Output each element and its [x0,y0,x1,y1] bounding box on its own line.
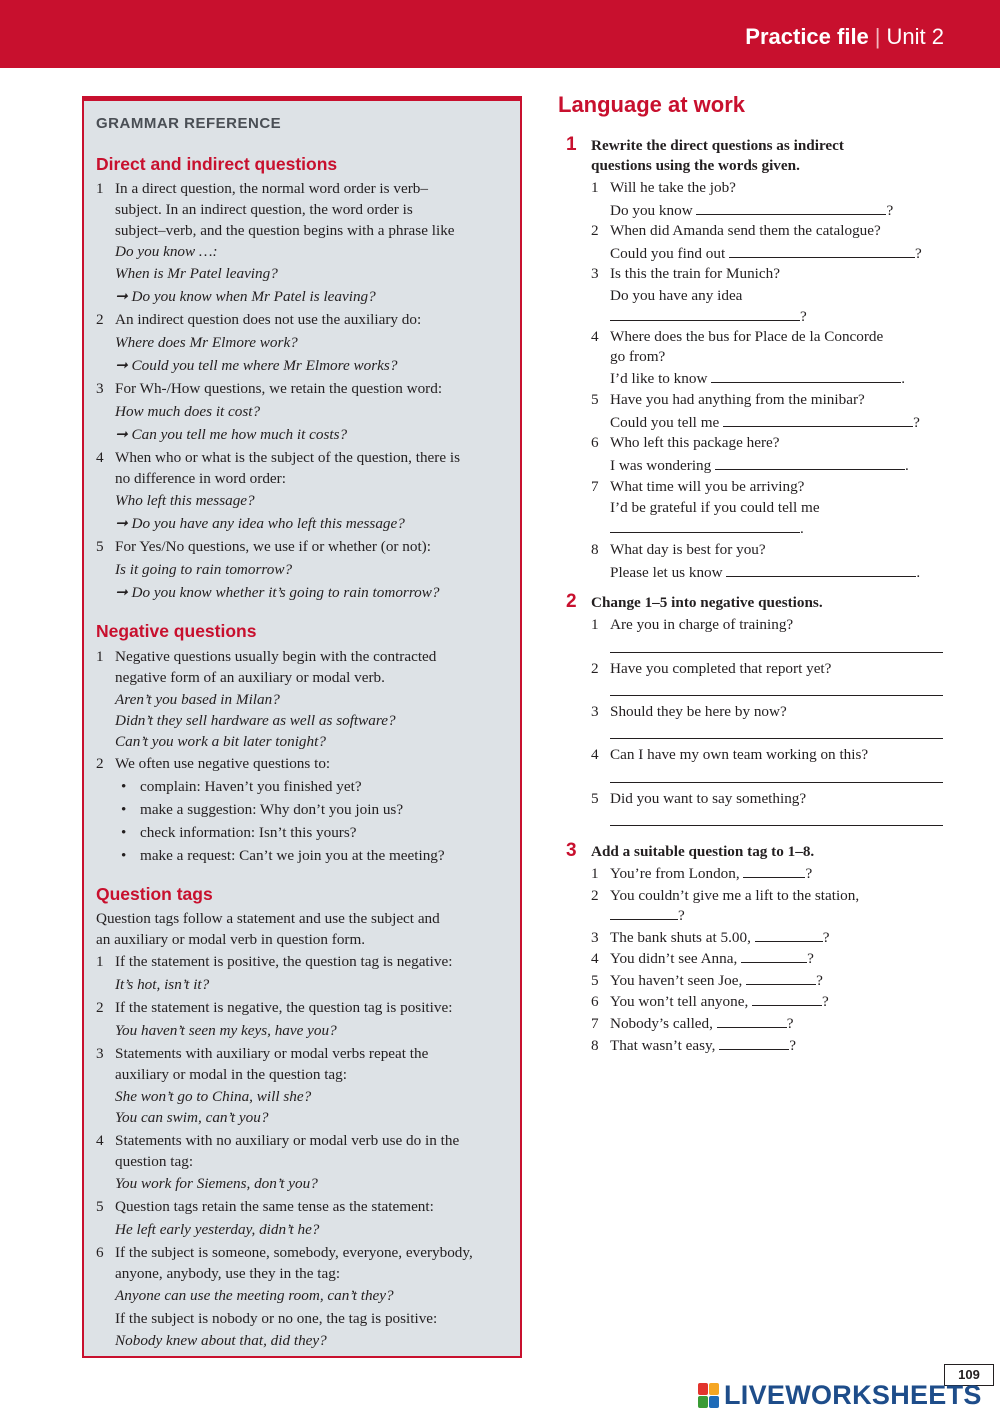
answer-blank[interactable] [743,863,805,878]
grammar-example: It’s hot, isn’t it? [115,976,210,993]
answer-blank[interactable] [746,970,816,985]
exercise-number-3: 3 [566,840,577,861]
section-heading-negative: Negative questions [96,621,257,641]
grammar-example: ➞ Do you have any idea who left this message? [115,515,405,532]
answer-line[interactable] [610,738,943,739]
ex1-answer-7: I’d be grateful if you could tell me [610,499,820,516]
bullet-item: • make a suggestion: Why don’t you join us? [121,801,404,818]
grammar-example: He left early yesterday, didn’t he? [115,1221,320,1238]
ex1-answer-5: Could you tell me ? [610,414,920,431]
ex3-item-8: 8 That wasn’t easy, ? [591,1037,796,1054]
grammar-reference-box [82,96,522,1358]
ex2-item-4: 4 Can I have my own team working on this? [591,746,869,763]
grammar-line: no difference in word order: [115,470,286,487]
exercise-number-1: 1 [566,134,577,155]
ex1-answer-8: Please let us know . [610,564,921,581]
ex1-item-4: 4 Where does the bus for Place de la Concorde [591,328,884,345]
grammar-line: 1 In a direct question, the normal word order is verb– [96,180,428,197]
grammar-example: Who left this message? [115,492,255,509]
ex3-item-2: 2 You couldn’t give me a lift to the station, [591,887,860,904]
grammar-example: When is Mr Patel leaving? [115,265,278,282]
answer-line[interactable] [610,825,943,826]
answer-blank[interactable] [752,991,822,1006]
answer-blank[interactable] [610,905,678,920]
grammar-line: 2 If the statement is negative, the question tag is positive: [96,999,453,1016]
ex3-item-7: 7 Nobody’s called, ? [591,1015,794,1032]
ex1-answer-7-line: . [610,518,804,539]
answer-line[interactable] [610,652,943,653]
grammar-line: question tag: [115,1153,194,1170]
liveworksheets-logo-icon [698,1383,720,1409]
bullet-item: • check information: Isn’t this yours? [121,824,357,841]
bullet-item: • complain: Haven’t you finished yet? [121,778,362,795]
exercise-number-2: 2 [566,591,577,612]
exercise-1-instruction: Rewrite the direct questions as indirect [591,137,844,154]
ex2-item-1: 1 Are you in charge of training? [591,616,794,633]
page-number: 109 [944,1364,994,1386]
ex3-item-4: 4 You didn’t see Anna, ? [591,950,814,967]
grammar-line: an auxiliary or modal verb in question form. [96,931,366,948]
grammar-line: 3 Statements with auxiliary or modal verbs repeat the [96,1045,429,1062]
grammar-line: subject–verb, and the question begins with a phrase like [115,222,455,239]
section-heading-direct-indirect: Direct and indirect questions [96,154,338,174]
ex1-item-4-cont: go from? [610,348,666,365]
grammar-line: 2 An indirect question does not use the auxiliary do: [96,311,422,328]
grammar-example: You haven’t seen my keys, have you? [115,1022,337,1039]
answer-blank[interactable] [726,562,916,577]
grammar-example: Where does Mr Elmore work? [115,334,298,351]
answer-blank[interactable] [715,455,905,470]
ex2-item-2: 2 Have you completed that report yet? [591,660,832,677]
grammar-example: Nobody knew about that, did they? [115,1332,327,1349]
grammar-line: anyone, anybody, use they in the tag: [115,1265,341,1282]
grammar-line: Question tags follow a statement and use the subject and [96,910,440,927]
grammar-example: You work for Siemens, don’t you? [115,1175,318,1192]
ex1-answer-1: Do you know ? [610,202,894,219]
ex3-item-5: 5 You haven’t seen Joe, ? [591,972,823,989]
grammar-line: Do you know …: [115,243,218,260]
bullet-item: • make a request: Can’t we join you at the meeting? [121,847,445,864]
grammar-example: She won’t go to China, will she? [115,1088,312,1105]
ex1-item-1: 1 Will he take the job? [591,179,736,196]
ex1-answer-6: I was wondering . [610,457,909,474]
ex2-item-5: 5 Did you want to say something? [591,790,807,807]
exercise-3-instruction: Add a suitable question tag to 1–8. [591,843,815,860]
grammar-example: Aren’t you based in Milan? [115,691,280,708]
answer-blank[interactable] [610,306,800,321]
ex1-item-3: 3 Is this the train for Munich? [591,265,780,282]
ex1-item-8: 8 What day is best for you? [591,541,766,558]
answer-blank[interactable] [723,412,913,427]
ex3-item-1: 1 You’re from London, ? [591,865,813,882]
answer-line[interactable] [610,695,943,696]
grammar-line: subject. In an indirect question, the word order is [115,201,413,218]
grammar-line: 1 Negative questions usually begin with the contracted [96,648,437,665]
grammar-example: ➞ Do you know when Mr Patel is leaving? [115,288,376,305]
grammar-example: Didn’t they sell hardware as well as software? [115,712,396,729]
grammar-line: 2 We often use negative questions to: [96,755,331,772]
answer-blank[interactable] [610,518,800,533]
grammar-line: auxiliary or modal in the question tag: [115,1066,347,1083]
grammar-line: negative form of an auxiliary or modal verb. [115,669,385,686]
answer-blank[interactable] [719,1035,789,1050]
answer-blank[interactable] [696,200,886,215]
grammar-example: ➞ Can you tell me how much it costs? [115,426,348,443]
answer-blank[interactable] [729,243,915,258]
exercise-2-instruction: Change 1–5 into negative questions. [591,594,823,611]
ex3-item-2-cont: ? [610,905,685,926]
header-title: Practice file | Unit 2 [745,24,944,49]
ex3-item-3: 3 The bank shuts at 5.00, ? [591,929,830,946]
ex3-item-6: 6 You won’t tell anyone, ? [591,993,829,1010]
ex1-answer-2: Could you find out ? [610,245,922,262]
header-bar [0,0,1000,68]
grammar-line: 1 If the statement is positive, the question tag is negative: [96,953,453,970]
answer-blank[interactable] [711,368,901,383]
exercise-1-instruction: questions using the words given. [591,157,800,174]
grammar-line: 6 If the subject is someone, somebody, everyone, everybody, [96,1244,473,1261]
grammar-example: ➞ Do you know whether it’s going to rain tomorrow? [115,584,440,601]
grammar-line: 4 Statements with no auxiliary or modal verb use do in the [96,1132,460,1149]
grammar-example: Anyone can use the meeting room, can’t they? [115,1287,394,1304]
ex1-item-2: 2 When did Amanda send them the catalogue? [591,222,881,239]
grammar-line: 3 For Wh-/How questions, we retain the question word: [96,380,443,397]
grammar-line: 5 For Yes/No questions, we use if or whether (or not): [96,538,431,555]
ex1-answer-4: I’d like to know . [610,370,906,387]
ex2-item-3: 3 Should they be here by now? [591,703,787,720]
grammar-example: Can’t you work a bit later tonight? [115,733,326,750]
language-at-work-title: Language at work [558,92,746,117]
answer-line[interactable] [610,782,943,783]
grammar-title: GRAMMAR REFERENCE [96,115,282,132]
ex1-item-6: 6 Who left this package here? [591,434,780,451]
answer-blank[interactable] [755,927,823,942]
answer-blank[interactable] [741,948,807,963]
answer-blank[interactable] [717,1013,787,1028]
section-heading-question-tags: Question tags [96,884,213,904]
grammar-line: 5 Question tags retain the same tense as the statement: [96,1198,434,1215]
grammar-example: ➞ Could you tell me where Mr Elmore works? [115,357,398,374]
watermark: LIVEWORKSHEETS [724,1380,982,1410]
grammar-line: If the subject is nobody or no one, the tag is positive: [115,1310,438,1327]
grammar-example: You can swim, can’t you? [115,1109,269,1126]
ex1-item-7: 7 What time will you be arriving? [591,478,805,495]
grammar-example: How much does it cost? [115,403,261,420]
ex1-answer-3-line: ? [610,306,807,327]
ex1-item-5: 5 Have you had anything from the minibar? [591,391,865,408]
grammar-example: Is it going to rain tomorrow? [115,561,293,578]
grammar-line: 4 When who or what is the subject of the question, there is [96,449,461,466]
ex1-answer-3: Do you have any idea [610,287,743,304]
